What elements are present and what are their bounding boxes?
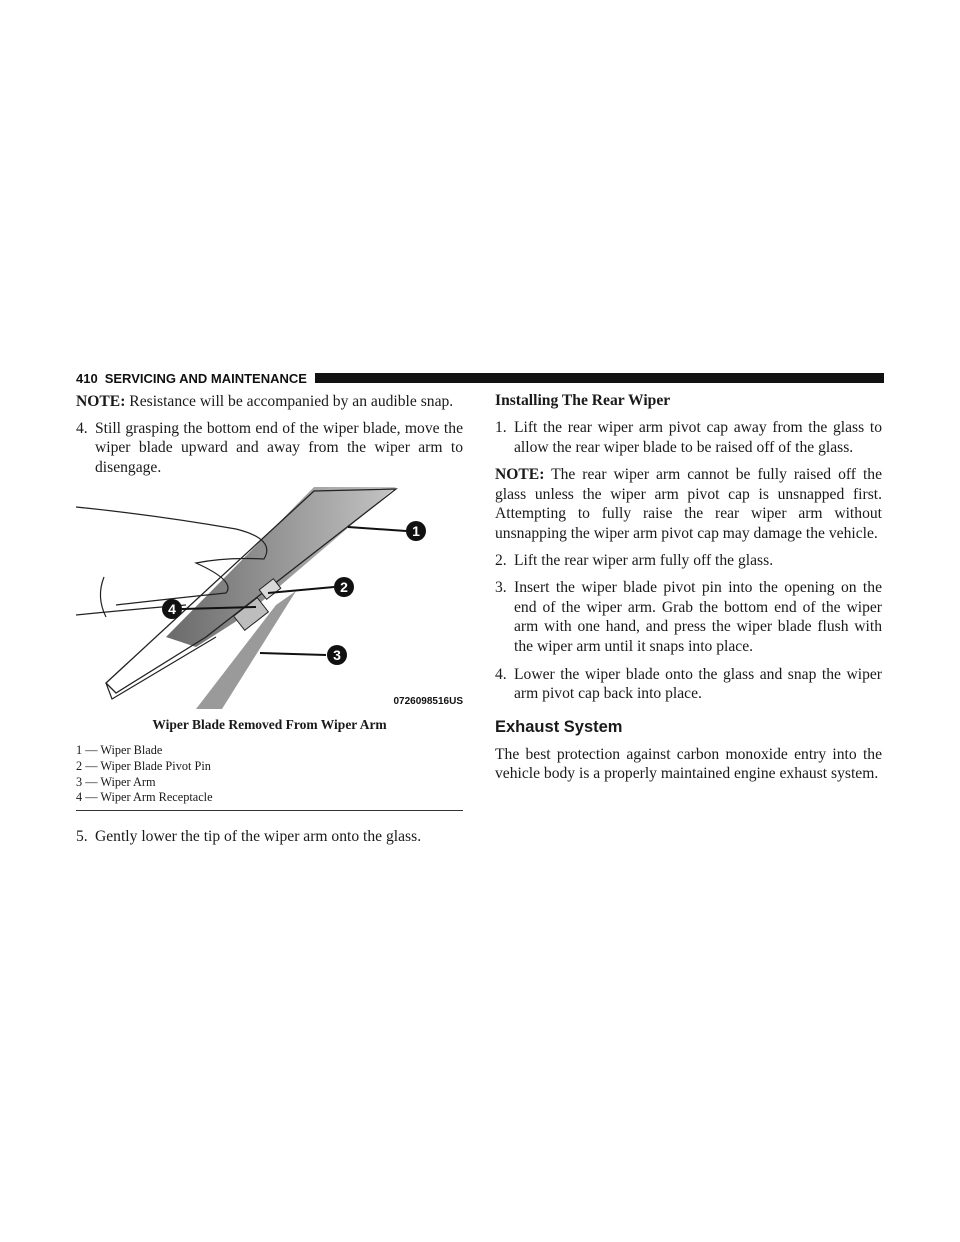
wiper-figure [76, 487, 463, 709]
svg-text:4: 4 [168, 601, 176, 618]
section-heading-exhaust: Exhaust System [495, 717, 623, 736]
callout-1 [406, 521, 426, 541]
exhaust-paragraph: The best protection against carbon monoxide entry into the vehicle body is a properly maintained engine exhaust system. [495, 745, 882, 783]
wiper-blade-shape [166, 487, 396, 647]
page-header [76, 370, 884, 386]
header-rule [315, 373, 884, 383]
step-text: Gently lower the tip of the wiper arm onto the glass. [95, 827, 422, 845]
step-3-insert-pin [495, 578, 882, 656]
step-number: 3. [495, 579, 507, 597]
step-number: 2. [495, 551, 507, 569]
callout-2 [334, 577, 354, 597]
figure-caption: Wiper Blade Removed From Wiper Arm [152, 717, 387, 733]
step-4-disengage [76, 419, 463, 478]
legend-item: 3 — Wiper Arm [76, 774, 156, 789]
right-column [495, 392, 882, 791]
note-text: The rear wiper arm cannot be fully raised off the glass unless the wiper arm pivot cap is unsnapped first. Attempting to fully raise the rear wiper arm without unsnapping the wiper arm pivot cap may damage the vehicle. [495, 466, 882, 542]
note-label: NOTE: [495, 466, 545, 484]
page-number: 410 [76, 370, 98, 386]
step-text: Still grasping the bottom end of the wiper blade, move the wiper blade upward and away from the wiper arm to disengage. [95, 419, 463, 476]
step-text: Insert the wiper blade pivot pin into the opening on the end of the wiper arm. Grab the bottom end of the wiper arm with one hand, and press the wiper blade flush with the wiper arm until it snaps into place. [514, 579, 882, 655]
step-4-lower-blade [495, 665, 882, 704]
callout-3 [327, 645, 347, 665]
note-label: NOTE: [76, 393, 126, 410]
step-number: 4. [76, 419, 88, 437]
callout-4 [162, 599, 182, 619]
wiper-illustration [76, 487, 463, 709]
step-number: 4. [495, 665, 507, 683]
step-text: Lower the wiper blade onto the glass and snap the wiper arm pivot cap back into place. [514, 665, 882, 703]
svg-text:2: 2 [340, 579, 348, 596]
note-text: Resistance will be accompanied by an audible snap. [129, 393, 454, 410]
note-pivot-cap [495, 465, 882, 543]
step-5-lower-arm [76, 827, 463, 847]
step-text: Lift the rear wiper arm pivot cap away from the glass to allow the rear wiper blade to be raised off of the glass. [514, 419, 882, 456]
legend-divider [76, 810, 463, 811]
step-number: 1. [495, 419, 507, 436]
legend-item: 1 — Wiper Blade [76, 743, 163, 758]
section-title: SERVICING AND MAINTENANCE [104, 370, 307, 386]
step-1-lift-cap [495, 418, 882, 457]
step-2-lift-arm [495, 551, 882, 571]
step-text: Lift the rear wiper arm fully off the glass. [514, 551, 774, 569]
step-number: 5. [76, 827, 88, 845]
legend-item: 2 — Wiper Blade Pivot Pin [76, 758, 211, 773]
note-resistance [76, 392, 463, 412]
svg-text:1: 1 [412, 523, 420, 540]
subheading-installing-rear-wiper: Installing The Rear Wiper [495, 392, 671, 409]
legend-item: 4 — Wiper Arm Receptacle [76, 790, 213, 805]
left-column [76, 392, 463, 854]
svg-text:3: 3 [333, 647, 341, 664]
figure-code: 0726098516US [393, 696, 463, 708]
